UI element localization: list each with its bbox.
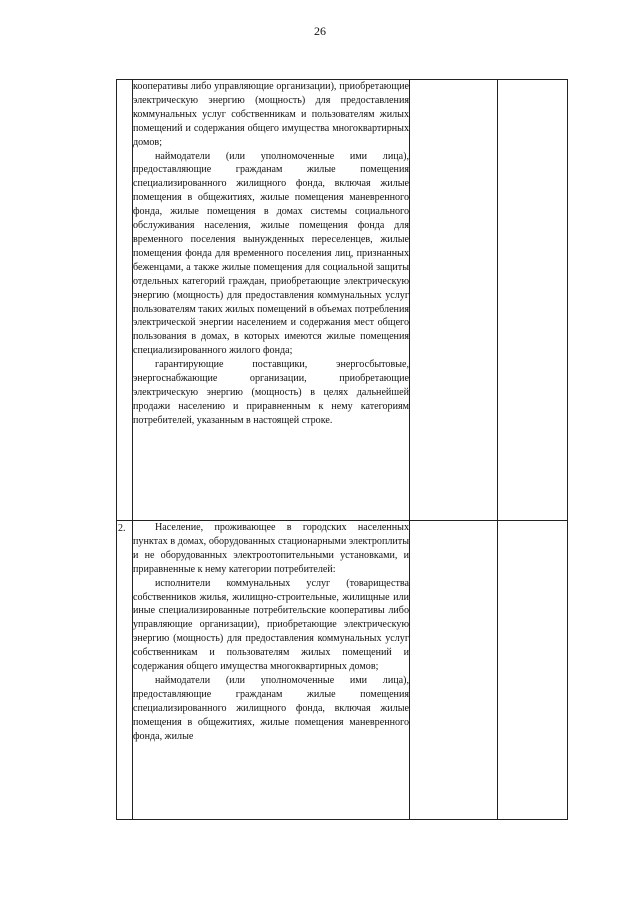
description-paragraph: наймодатели (или уполномоченные ими лица), предоставляющие гражданам жилые помещения специализированного жилищного фонда, включая жилые помещения в общежитиях, жилые помещения маневренного фонда, жилые помещения в домах системы социального обслуживания населения, жилые помещения фонда для временного поселения вынужденных переселенцев, жилые помещения фонда для временного поселения лиц, признанных беженцами, а также жилые помещения для социальной защиты отдельных категорий граждан, приобретающие электрическую энергию (мощность) для предоставления коммунальных услуг пользователям таких жилых помещений в объемах потребления электрической энергии населением и содержания мест общего пользования в домах, в которых имеются жилые помещения специализированного жилого фонда; [133, 150, 409, 357]
page-number: 26 [314, 24, 326, 38]
table-row [117, 80, 568, 521]
description-cell [133, 80, 410, 521]
empty-value-cell [410, 80, 498, 521]
empty-value-cell [498, 80, 568, 521]
description-paragraph: Население, проживающее в городских населенных пунктах в домах, оборудованных стационарными электроплиты и не оборудованных электроотопительными установками, и приравненные к нему категории потребителей: [133, 522, 409, 575]
row-number: 2. [118, 523, 126, 534]
description-paragraph: гарантирующие поставщики, энергосбытовые, энергоснабжающие организации, приобретающие электрическую энергию (мощность) в целях дальнейшей продажи населению и приравненным к нему категориям потребителей, указанным в настоящей строке. [133, 359, 409, 426]
tariff-table [116, 79, 568, 820]
description-cell [133, 521, 410, 820]
empty-value-cell [498, 521, 568, 820]
row-number-cell [117, 521, 133, 820]
empty-value-cell [410, 521, 498, 820]
table-row [117, 521, 568, 820]
description-paragraph: наймодатели (или уполномоченные ими лица), предоставляющие гражданам жилые помещения специализированного жилищного фонда, включая жилые помещения в общежитиях, жилые помещения маневренного фонда, жилые [133, 674, 409, 742]
row-number [117, 80, 132, 82]
row-number-cell [117, 80, 133, 521]
description-paragraph: исполнители коммунальных услуг (товарищества собственников жилья, жилищно-строительные, жилищные или иные специализированные потребительские кооперативы либо управляющие организации), приобретающие электрическую энергию (мощность) для предоставления коммунальных услуг собственникам и пользователям жилых помещений и содержания общего имущества многоквартирных домов; [133, 577, 409, 673]
description-paragraph: кооперативы либо управляющие организации), приобретающие электрическую энергию (мощность) для предоставления коммунальных услуг собственникам и пользователям жилых помещений и содержания общего имущества многоквартирных домов; [133, 81, 409, 148]
